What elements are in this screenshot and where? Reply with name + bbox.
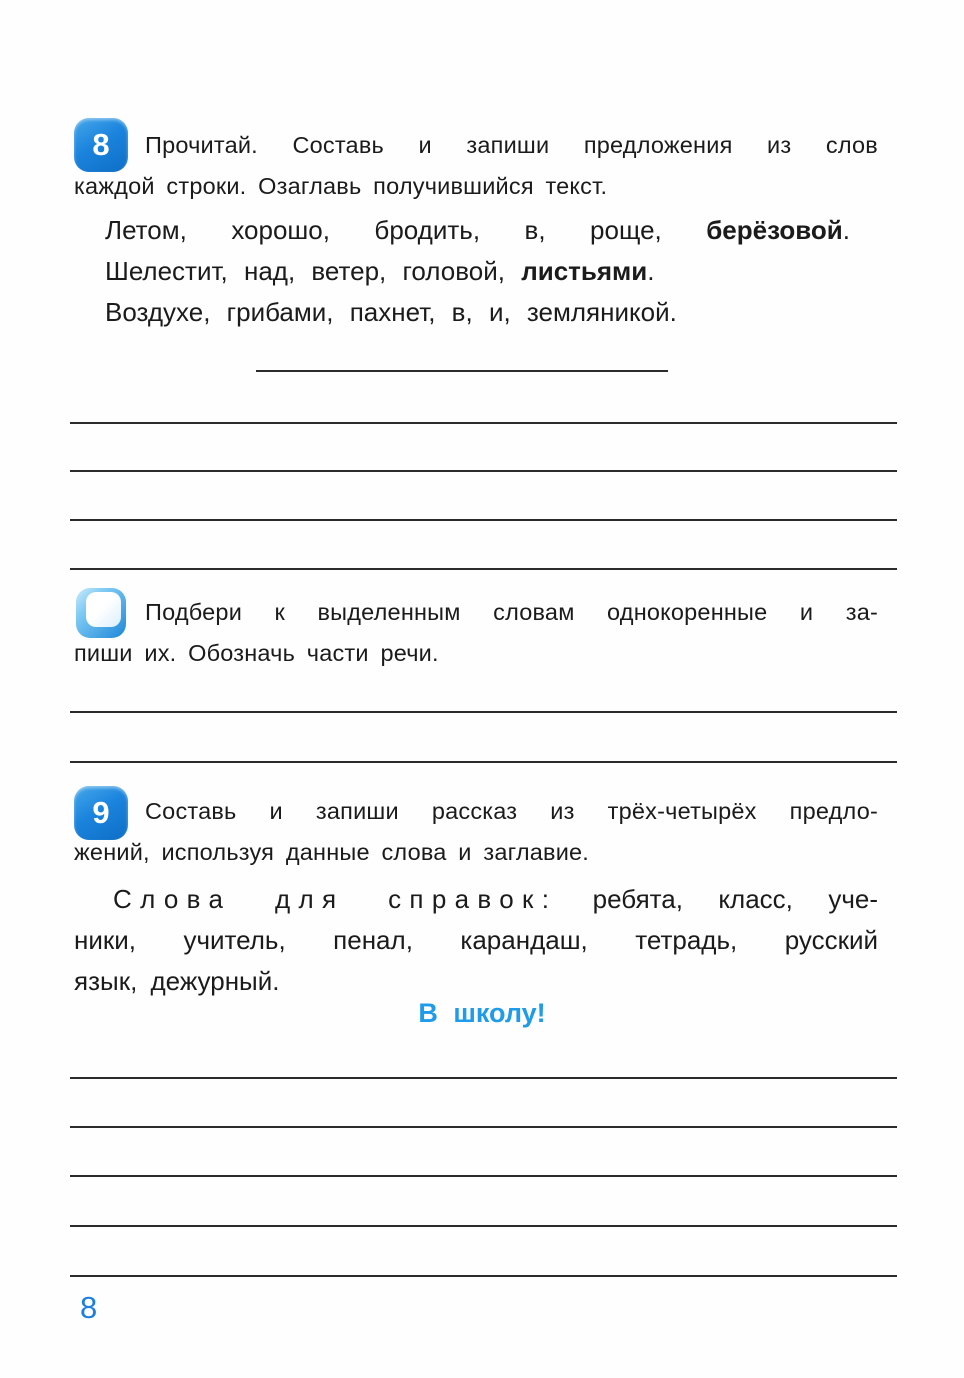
answer-line[interactable] — [70, 1126, 897, 1128]
reference-label: Слова для справок: — [113, 884, 558, 914]
answer-line[interactable] — [70, 1225, 897, 1227]
word-row-3 — [105, 295, 850, 329]
answer-line[interactable] — [70, 568, 897, 570]
word-row-1-text: Летом, хорошо, бродить, в, роще, — [105, 215, 707, 245]
answer-line[interactable] — [70, 470, 897, 472]
subtask-instruction-line2: пиши их. Обозначь части речи. — [74, 640, 439, 666]
subtask-badge-icon — [76, 588, 126, 638]
task-8-badge — [74, 118, 128, 172]
task-8-instruction-line1: Прочитай. Составь и запиши предложения из слов — [145, 132, 878, 158]
reference-words-line1 — [113, 882, 878, 916]
word-row-1 — [105, 213, 850, 247]
answer-line[interactable] — [70, 422, 897, 424]
suggested-title: В школу! — [418, 998, 546, 1028]
answer-line[interactable] — [70, 519, 897, 521]
word-row-3-text: Воздухе, грибами, пахнет, в, и, земляникой. — [105, 297, 677, 327]
task-9-instruction-line1: Составь и запиши рассказ из трёх-четырёх предло- — [145, 798, 878, 824]
word-row-1-bold: берёзовой — [706, 215, 843, 245]
word-row-2 — [105, 254, 850, 288]
word-row-2-bold: листьями — [521, 256, 648, 286]
answer-line[interactable] — [70, 761, 897, 763]
reference-line1-rest: ребята, класс, уче- — [592, 884, 878, 914]
word-row-1-suffix: . — [842, 215, 850, 245]
word-row-2-suffix: . — [647, 256, 655, 286]
answer-line[interactable] — [70, 1077, 897, 1079]
answer-line[interactable] — [70, 1275, 897, 1277]
reference-words-line2: ники, учитель, пенал, карандаш, тетрадь, русский — [74, 925, 878, 955]
subtask-instruction-line1: Подбери к выделенным словам однокоренные и за- — [145, 599, 878, 625]
page-number: 8 — [80, 1290, 98, 1325]
task-9-number: 9 — [92, 795, 110, 830]
answer-line[interactable] — [70, 711, 897, 713]
task-9-badge — [74, 786, 128, 840]
badge-gloss — [86, 592, 121, 627]
title-answer-line[interactable] — [256, 370, 668, 372]
task-8-number: 8 — [92, 127, 110, 162]
answer-line[interactable] — [70, 1175, 897, 1177]
word-row-2-text: Шелестит, над, ветер, головой, — [105, 256, 522, 286]
task-8-instruction-line2: каждой строки. Озаглавь получившийся текст. — [74, 173, 608, 199]
reference-words-line3: язык, дежурный. — [74, 966, 280, 996]
task-9-instruction-line2: жений, используя данные слова и заглавие. — [74, 839, 590, 865]
